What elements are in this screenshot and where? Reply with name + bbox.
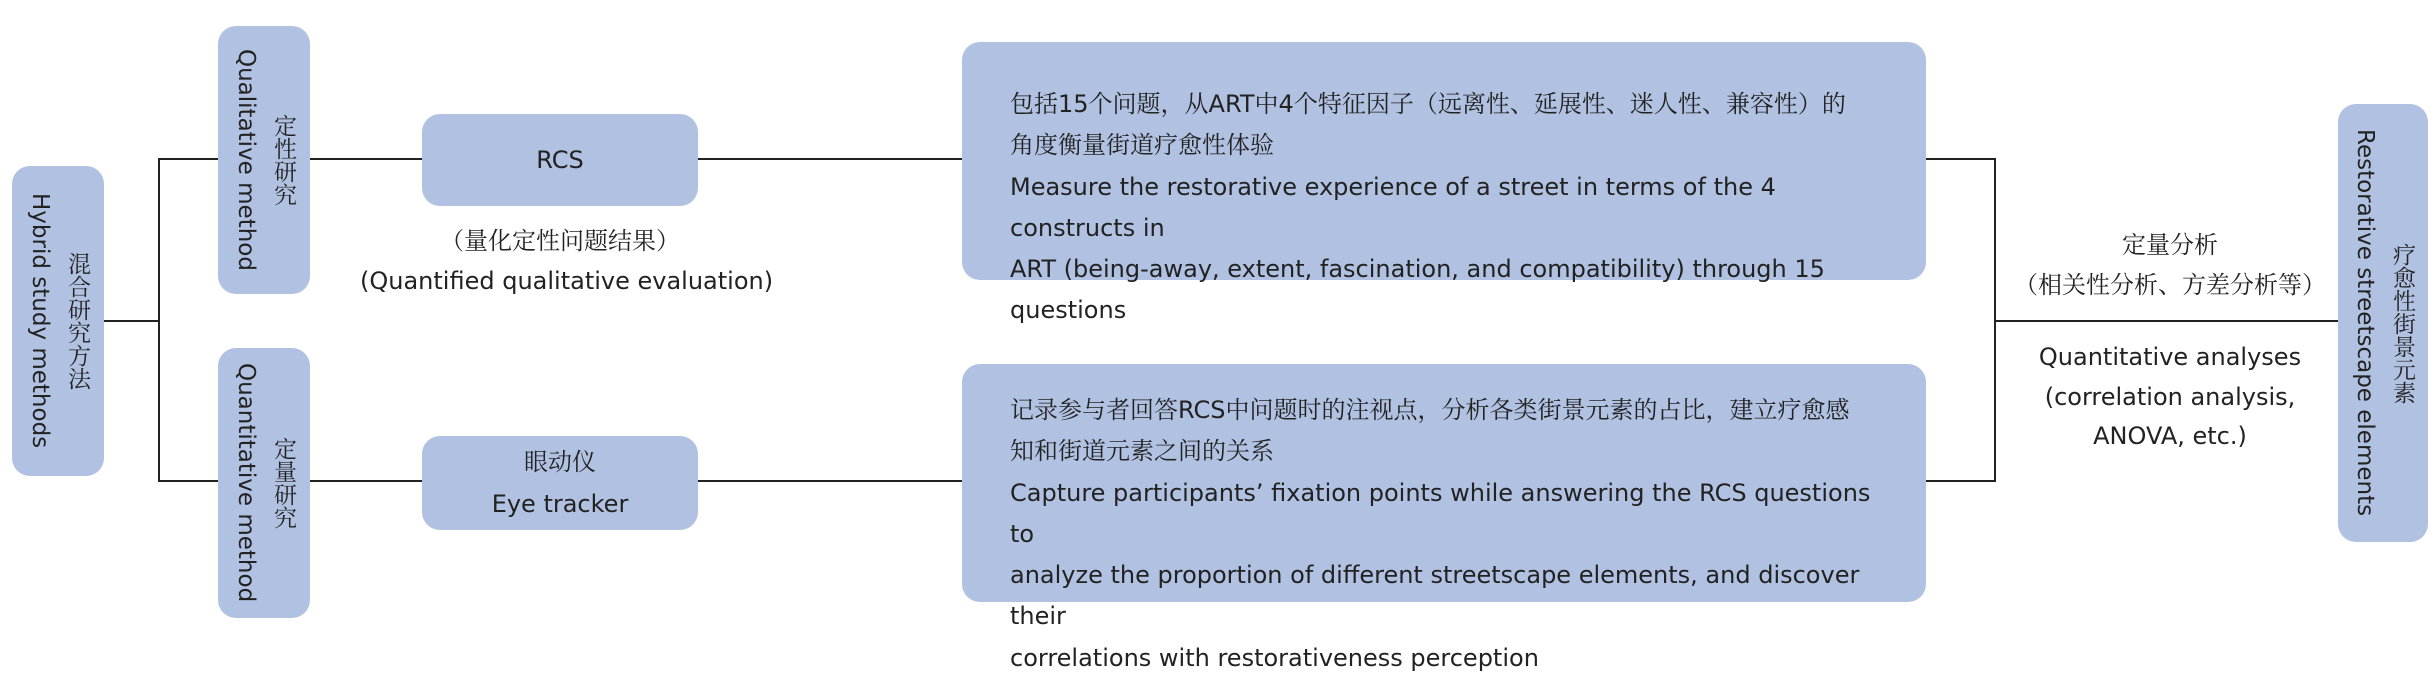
hybrid-study-methods-en: Hybrid study methods xyxy=(27,193,53,449)
eye-tracker-zh: 眼动仪 xyxy=(524,448,596,476)
analysis-en-line3: ANOVA, etc.) xyxy=(2093,422,2247,451)
connector-quantitative-to-eye-tracker xyxy=(310,480,422,482)
connector-branch-vertical xyxy=(158,158,160,482)
rcs-description-box xyxy=(962,42,1926,325)
analysis-label-en xyxy=(2000,338,2340,457)
analysis-zh-line2: （相关性分析、方差分析等） xyxy=(2014,270,2326,299)
qualitative-method-box xyxy=(218,26,310,294)
eye-desc-zh-line1: 记录参与者回答RCS中问题时的注视点，分析各类街景元素的占比，建立疗愈感 xyxy=(1010,396,1850,424)
rcs-label: RCS xyxy=(536,146,584,174)
analysis-label-zh xyxy=(2000,226,2340,305)
analysis-en-line2: (correlation analysis, xyxy=(2044,382,2296,411)
eye-desc-en-line3: correlations with restorativeness perception xyxy=(1010,643,1539,672)
eye-tracker-box xyxy=(422,436,698,530)
hybrid-study-methods-zh: 混合研究方法 xyxy=(64,252,90,390)
connector-hybrid-to-branch xyxy=(104,320,160,322)
connector-rcs-to-desc xyxy=(698,158,962,160)
hybrid-study-methods-box xyxy=(12,166,104,476)
analysis-zh-line1: 定量分析 xyxy=(2122,231,2218,259)
quantitative-method-en: Quantitative method xyxy=(233,363,259,603)
eye-tracker-en: Eye tracker xyxy=(491,490,629,518)
quantitative-method-box xyxy=(218,348,310,618)
rcs-desc-zh-line2: 角度衡量街道疗愈性体验 xyxy=(1010,131,1274,160)
connector-rcs-desc-out xyxy=(1926,158,1996,160)
eye-desc-en-line2: analyze the proportion of different streetscape elements, and discover their xyxy=(1010,561,1860,631)
rcs-note-en: (Quantified qualitative evaluation) xyxy=(360,266,774,295)
connector-merge-to-result xyxy=(1994,320,2338,322)
rcs-desc-en-line2: ART (being-away, extent, fascination, and compatibility) through 15 questions xyxy=(1010,255,1825,325)
connector-eye-tracker-to-desc xyxy=(698,480,962,482)
connector-qualitative-to-rcs xyxy=(310,158,422,160)
rcs-note-label xyxy=(360,222,774,301)
restorative-elements-zh: 疗愈性街景元素 xyxy=(2389,242,2415,404)
rcs-desc-zh-line1: 包括15个问题，从ART中4个特征因子（远离性、延展性、迷人性、兼容性）的 xyxy=(1010,90,1846,118)
restorative-elements-en: Restorative streetscape elements xyxy=(2352,129,2378,517)
analysis-en-line1: Quantitative analyses xyxy=(2038,343,2302,371)
qualitative-method-zh: 定性研究 xyxy=(270,114,296,206)
connector-branch-to-quantitative xyxy=(158,480,218,482)
eye-desc-zh-line2: 知和街道元素之间的关系 xyxy=(1010,437,1274,466)
connector-branch-to-qualitative xyxy=(158,158,218,160)
eye-desc-en-line1: Capture participants’ fixation points while answering the RCS questions to xyxy=(1010,478,1871,548)
rcs-desc-en-line1: Measure the restorative experience of a street in terms of the 4 constructs in xyxy=(1010,172,1776,242)
connector-eye-desc-out xyxy=(1926,480,1996,482)
rcs-box xyxy=(422,114,698,206)
rcs-note-zh: （量化定性问题结果） xyxy=(440,227,680,255)
quantitative-method-zh: 定量研究 xyxy=(270,437,296,529)
restorative-streetscape-elements-box xyxy=(2338,104,2428,542)
eye-tracker-description-box xyxy=(962,364,1926,672)
qualitative-method-en: Qualitative method xyxy=(233,49,259,271)
